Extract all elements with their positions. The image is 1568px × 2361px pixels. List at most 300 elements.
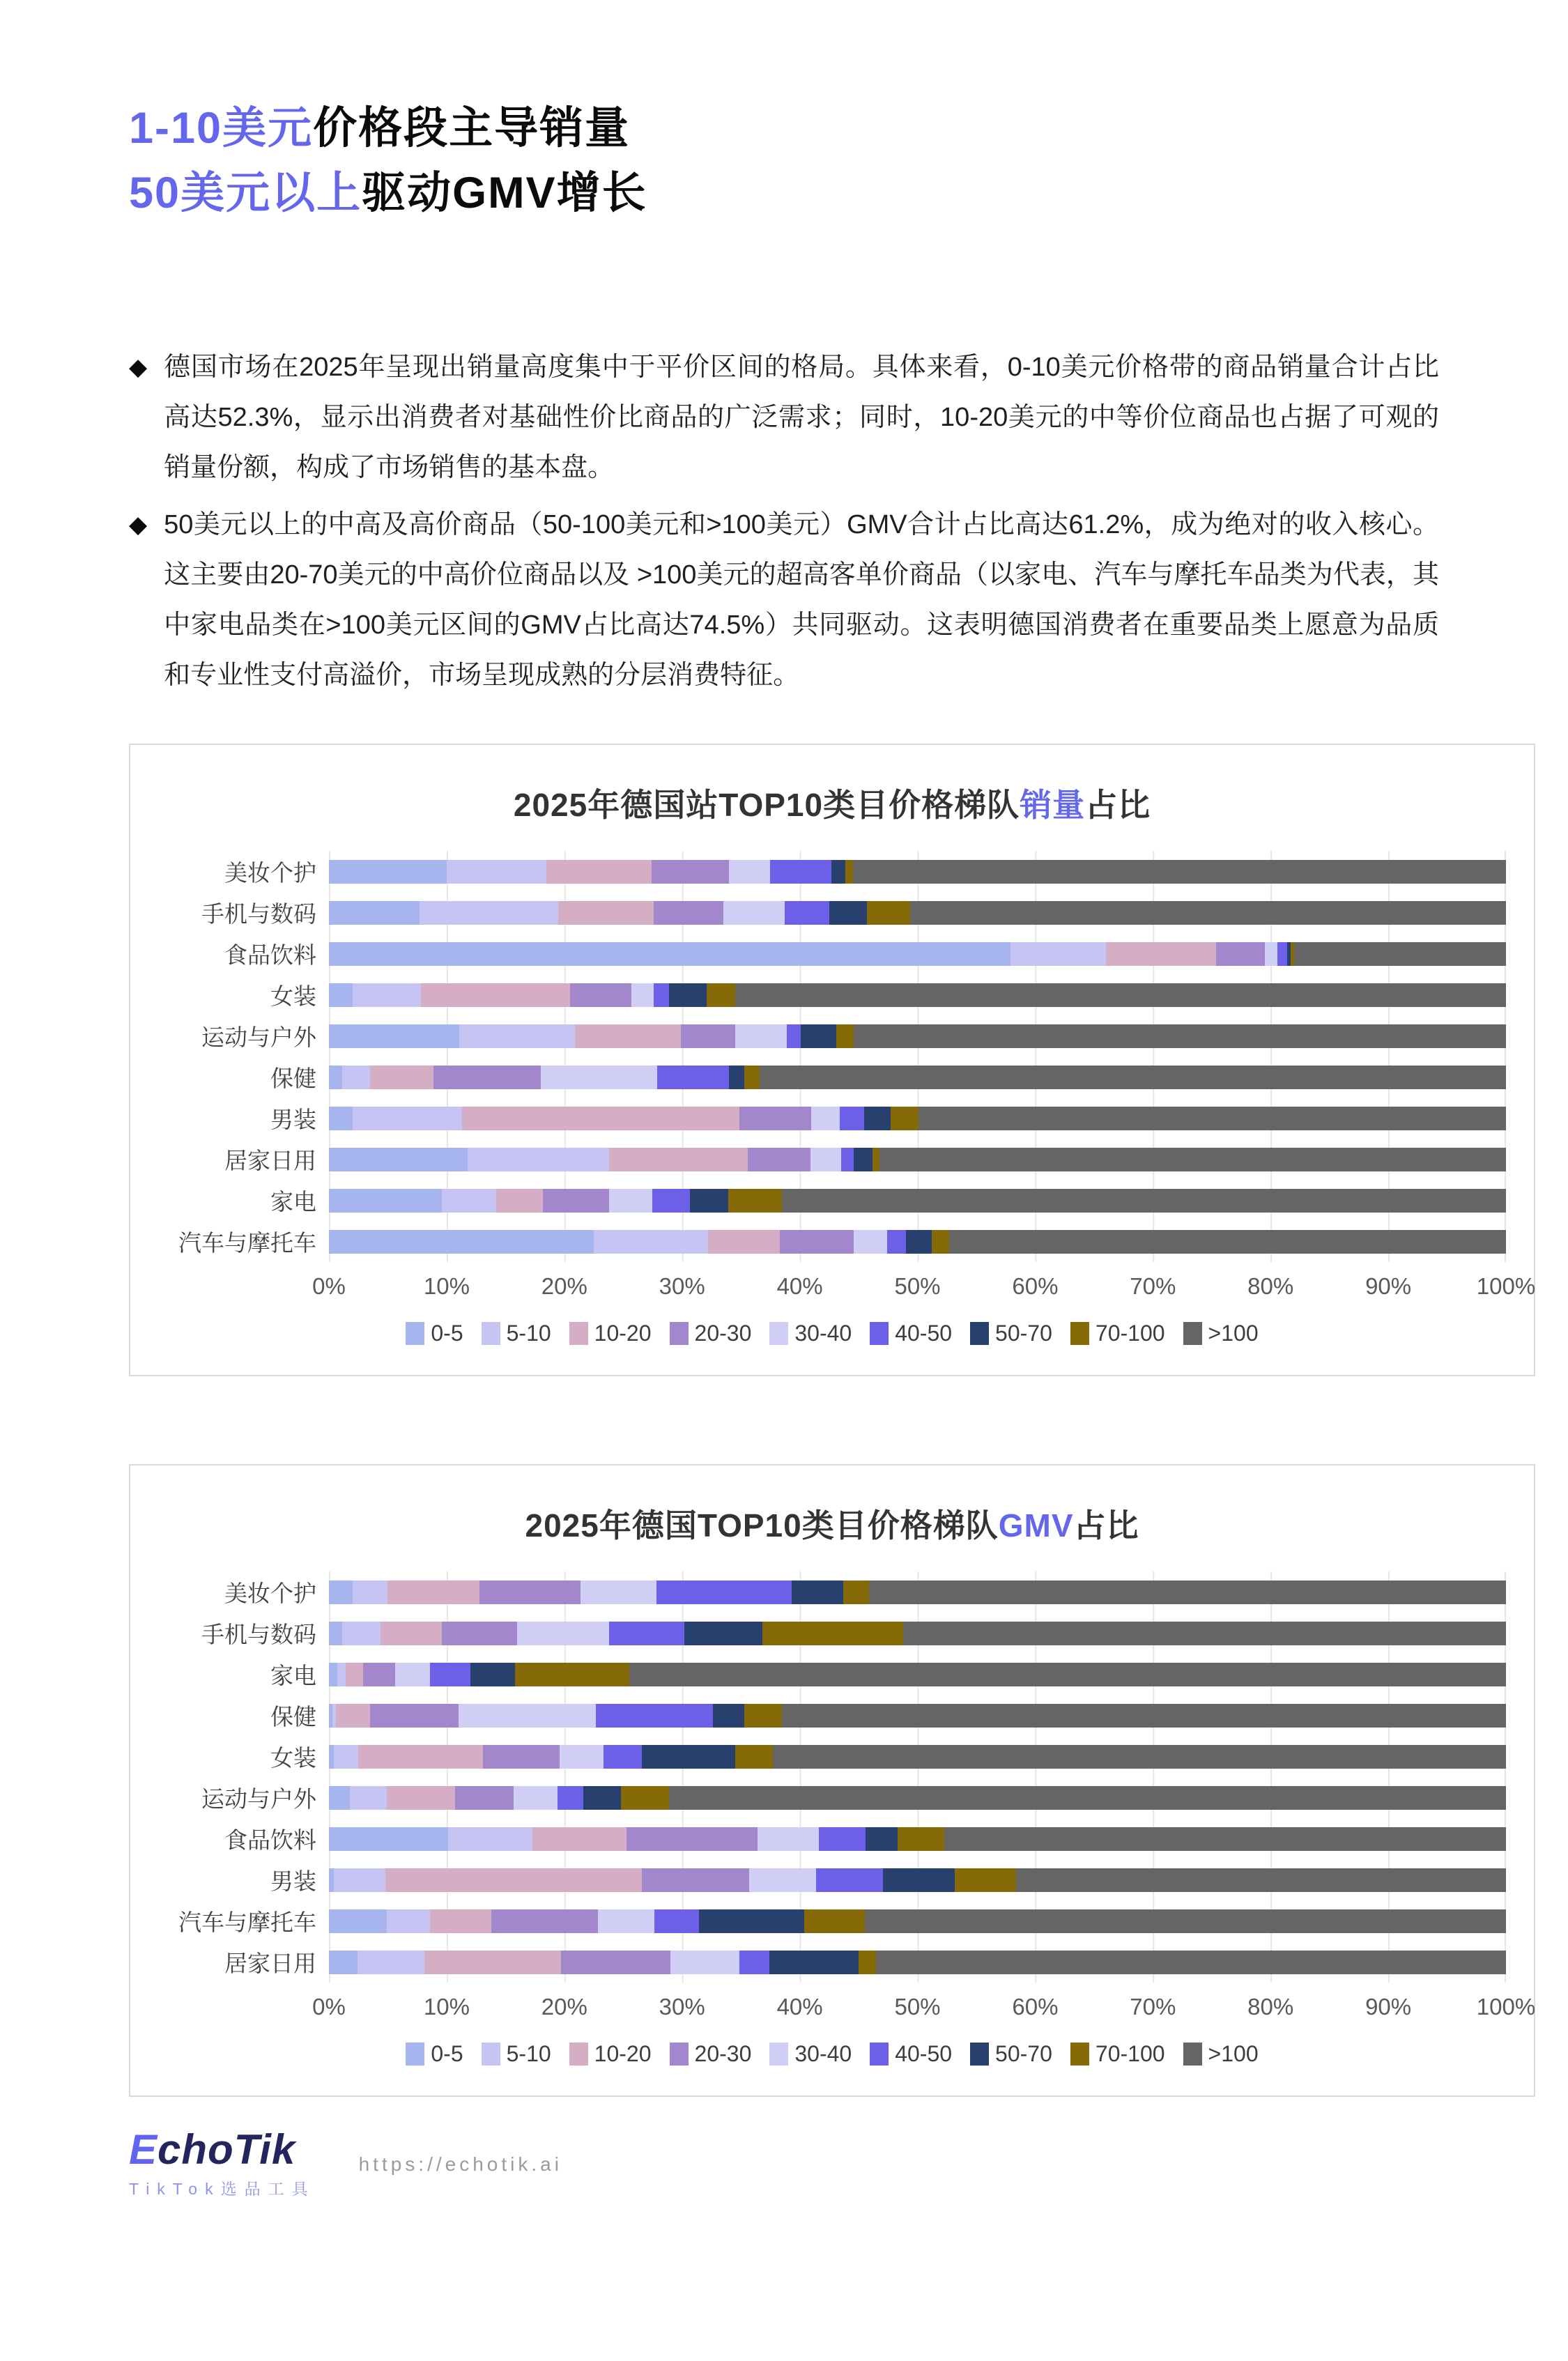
bar-segment-5-10 — [342, 1066, 371, 1089]
bar-segment->100 — [865, 1909, 1506, 1933]
bar-segment-70-100 — [891, 1107, 919, 1130]
legend-swatch — [406, 1322, 424, 1345]
category-row — [329, 1859, 1506, 1900]
bar-segment-40-50 — [430, 1663, 470, 1686]
bar-segment-50-70 — [729, 1066, 744, 1089]
legend-item — [670, 1321, 752, 1346]
legend-swatch — [970, 2043, 989, 2066]
legend-swatch — [670, 2043, 689, 2066]
bar-segment-30-40 — [609, 1189, 652, 1213]
bar-segment->100 — [669, 1786, 1506, 1810]
bar-segment-0-5 — [329, 942, 1010, 966]
legend-item — [482, 2041, 551, 2067]
chart-title-prefix: 2025年德国TOP10类目价格梯队 — [525, 1507, 999, 1544]
legend-label: 50-70 — [995, 1320, 1052, 1346]
bar-segment-70-100 — [804, 1909, 866, 1933]
legend-item — [482, 1321, 551, 1346]
bar-segment-10-20 — [358, 1745, 483, 1769]
bar-segment-50-70 — [684, 1622, 762, 1645]
category-label: 保健 — [270, 1066, 316, 1092]
stacked-bar — [329, 1745, 1506, 1769]
category-row — [329, 933, 1506, 974]
bar-segment-20-30 — [654, 901, 723, 925]
bar-segment-50-70 — [792, 1581, 843, 1604]
bar-segment-70-100 — [873, 1148, 879, 1171]
category-label: 手机与数码 — [201, 1622, 316, 1648]
bar-segment-70-100 — [859, 1951, 876, 1974]
bullet-text: 德国市场在2025年呈现出销量高度集中于平价区间的格局。具体来看，0-10美元价格带的商品销量合计占比高达52.3%，显示出消费者对基础性价比商品的广泛需求；同时，10-20美元的中等价位商品也占据了可观的销量份额，构成了市场销售的基本盘。 — [164, 353, 1439, 483]
legend-label: >100 — [1208, 2040, 1259, 2066]
legend-swatch — [1183, 1322, 1202, 1345]
bar-segment-20-30 — [739, 1107, 811, 1130]
legend-label: 0-5 — [431, 2040, 463, 2066]
bar-segment-70-100 — [762, 1622, 904, 1645]
category-row — [329, 1139, 1506, 1180]
bar-segment-5-10 — [353, 1581, 388, 1604]
bar-segment-10-20 — [1106, 942, 1217, 966]
category-label: 运动与户外 — [201, 1024, 316, 1051]
bar-segment-0-5 — [329, 1581, 353, 1604]
category-row — [329, 974, 1506, 1015]
bar-segment-50-70 — [642, 1745, 735, 1769]
bar-segment-70-100 — [836, 1024, 854, 1048]
bar-segment-50-70 — [866, 1827, 898, 1851]
legend-label: 5-10 — [506, 2040, 551, 2066]
bar-segment-20-30 — [652, 860, 729, 884]
bar-segment->100 — [735, 983, 1506, 1007]
x-axis-tick: 30% — [659, 1273, 705, 1300]
legend-swatch — [569, 1322, 588, 1345]
stacked-bar — [329, 942, 1506, 966]
bar-segment-30-40 — [723, 901, 785, 925]
category-row — [329, 892, 1506, 933]
bar-segment-70-100 — [744, 1704, 782, 1728]
bar-segment-40-50 — [770, 860, 831, 884]
bar-segment-10-20 — [496, 1189, 544, 1213]
category-labels — [158, 1571, 329, 1983]
page-title-line1 — [129, 96, 1439, 161]
bar-segment-40-50 — [657, 1066, 729, 1089]
report-page — [0, 96, 1568, 2199]
bar-segment-50-70 — [831, 860, 845, 884]
category-row — [329, 1098, 1506, 1139]
stacked-bar — [329, 1107, 1506, 1130]
bar-segment-30-40 — [560, 1745, 603, 1769]
bar-segment-5-10 — [342, 1622, 381, 1645]
bar-segment-30-40 — [758, 1827, 819, 1851]
bar-segment-30-40 — [810, 1148, 841, 1171]
bullet-text: 50美元以上的中高及高价商品（50-100美元和>100美元）GMV合计占比高达61.2%，成为绝对的收入核心。这主要由20-70美元的中高价位商品以及 >100美元的超高客单价商品（以家电、汽车与摩托车品类为代表，其中家电品类在>100美元区间的GMV占比高达74.5%）共同驱动。这表明德国消费者在重要品类上愿意为品质和专业性支付高溢价，市场呈现成熟的分层消费特征。 — [164, 510, 1439, 691]
x-axis-tick: 100% — [1476, 1994, 1536, 2020]
category-row — [329, 1900, 1506, 1941]
bar-segment-50-70 — [699, 1909, 804, 1933]
stacked-bar — [329, 1230, 1506, 1254]
stacked-bar — [329, 1868, 1506, 1892]
legend-swatch — [569, 2043, 588, 2066]
legend-swatch — [870, 1322, 889, 1345]
bar-segment-20-30 — [370, 1704, 459, 1728]
stacked-bar — [329, 1704, 1506, 1728]
bar-segment-10-20 — [387, 1786, 455, 1810]
legend-item — [970, 2041, 1052, 2067]
bar-segment-50-70 — [801, 1024, 836, 1048]
chart-title-suffix: 占比 — [1085, 787, 1151, 824]
bar-segment-70-100 — [515, 1663, 629, 1686]
legend-swatch — [870, 2043, 889, 2066]
bar-segment-70-100 — [707, 983, 735, 1007]
category-label: 运动与户外 — [201, 1786, 316, 1813]
bar-segment-50-70 — [470, 1663, 515, 1686]
legend-item — [1183, 1321, 1259, 1346]
logo-rest: choTik — [157, 2126, 296, 2174]
bar-segment-20-30 — [642, 1868, 749, 1892]
bar-segment-20-30 — [442, 1622, 517, 1645]
legend-swatch — [769, 2043, 788, 2066]
bar-segment-5-10 — [447, 860, 547, 884]
bar-segment-30-40 — [735, 1024, 787, 1048]
bar-segment->100 — [782, 1189, 1506, 1213]
bar-segment-0-5 — [329, 1189, 442, 1213]
bar-segment-5-10 — [459, 1024, 575, 1048]
x-axis — [312, 1269, 1536, 1300]
bar-segment-70-100 — [898, 1827, 945, 1851]
logo-e-mark: E — [129, 2126, 158, 2174]
category-label: 居家日用 — [224, 1951, 316, 1977]
legend-item — [406, 1321, 463, 1346]
bar-segment-30-40 — [811, 1107, 840, 1130]
bar-segment-5-10 — [442, 1189, 496, 1213]
bar-segment-10-20 — [346, 1663, 363, 1686]
bar-segment-30-40 — [854, 1230, 886, 1254]
bar-segment-70-100 — [845, 860, 852, 884]
bar-segment-10-20 — [424, 1951, 561, 1974]
category-row — [329, 1571, 1506, 1613]
x-axis-tick: 0% — [312, 1994, 346, 2020]
bar-segment-30-40 — [517, 1622, 609, 1645]
bar-segment-10-20 — [532, 1827, 627, 1851]
stacked-bar — [329, 1951, 1506, 1974]
diamond-bullet-icon: ◆ — [129, 354, 148, 381]
category-row — [329, 1654, 1506, 1695]
bar-segment-30-40 — [514, 1786, 557, 1810]
bar-segment-0-5 — [329, 1909, 387, 1933]
x-axis-tick: 100% — [1476, 1273, 1536, 1300]
bar-segment-30-40 — [1265, 942, 1278, 966]
legend-item — [1070, 2041, 1165, 2067]
diamond-bullet-icon: ◆ — [129, 512, 148, 539]
bar-segment-5-10 — [468, 1148, 609, 1171]
bar-segment-0-5 — [329, 1230, 594, 1254]
legend-label: 0-5 — [431, 1320, 463, 1346]
bar-segment-0-5 — [329, 1951, 358, 1974]
bar-segment-0-5 — [329, 901, 420, 925]
bullet-item — [129, 500, 1439, 700]
legend-label: 20-30 — [694, 2040, 752, 2066]
category-row — [329, 1056, 1506, 1098]
category-label: 保健 — [270, 1704, 316, 1730]
bar-segment-0-5 — [329, 1663, 337, 1686]
bar-segment-20-30 — [681, 1024, 735, 1048]
bar-segment-40-50 — [604, 1745, 643, 1769]
plot-area — [329, 851, 1506, 1262]
x-axis-tick: 10% — [423, 1273, 470, 1300]
bar-segment-10-20 — [387, 1581, 479, 1604]
bar-segment-40-50 — [819, 1827, 866, 1851]
stacked-bar — [329, 860, 1506, 884]
x-axis-tick: 90% — [1365, 1273, 1412, 1300]
legend-label: 70-100 — [1095, 1320, 1165, 1346]
bar-segment-50-70 — [829, 901, 867, 925]
legend-label: >100 — [1208, 1320, 1259, 1346]
bar-segment-70-100 — [955, 1868, 1016, 1892]
bar-segment-50-70 — [769, 1951, 859, 1974]
bar-segment-10-20 — [421, 983, 571, 1007]
bar-segment-0-5 — [329, 860, 447, 884]
bar-segment-70-100 — [735, 1745, 773, 1769]
category-label: 家电 — [270, 1189, 316, 1215]
legend-item — [970, 1321, 1052, 1346]
stacked-bar — [329, 1622, 1506, 1645]
category-row — [329, 1180, 1506, 1221]
category-row — [329, 1221, 1506, 1262]
bar-segment-10-20 — [575, 1024, 681, 1048]
bar-segment-50-70 — [854, 1148, 873, 1171]
category-label: 居家日用 — [224, 1148, 316, 1174]
logo-subtitle: TikTok选品工具 — [129, 2180, 316, 2199]
category-row — [329, 851, 1506, 892]
bar-segment-40-50 — [887, 1230, 906, 1254]
bar-segment-0-5 — [329, 1066, 342, 1089]
stacked-bar — [329, 1909, 1506, 1933]
category-labels — [158, 851, 329, 1262]
legend-item — [406, 2041, 463, 2067]
bar-segment-5-10 — [387, 1909, 430, 1933]
legend-label: 30-40 — [794, 2040, 852, 2066]
bullet-item — [129, 342, 1439, 493]
bar-segment-5-10 — [350, 1786, 386, 1810]
title-highlight-1: 1-10美元 — [129, 104, 314, 153]
bar-segment-40-50 — [652, 1189, 690, 1213]
bar-segment-10-20 — [609, 1148, 748, 1171]
bar-segment-50-70 — [583, 1786, 621, 1810]
bar-segment-5-10 — [594, 1230, 708, 1254]
x-axis-tick: 70% — [1130, 1994, 1176, 2020]
plot-area — [329, 1571, 1506, 1983]
bar-segment-30-40 — [598, 1909, 654, 1933]
legend-item — [1183, 2041, 1259, 2067]
bar-segment-5-10 — [448, 1827, 533, 1851]
legend-item — [569, 2041, 652, 2067]
x-axis-tick: 70% — [1130, 1273, 1176, 1300]
bar-segment-40-50 — [1277, 942, 1287, 966]
bar-segment-20-30 — [479, 1581, 581, 1604]
bar-segment-5-10 — [334, 1745, 358, 1769]
bar-segment-10-20 — [558, 901, 654, 925]
legend-item — [769, 1321, 852, 1346]
legend-label: 40-50 — [895, 1320, 953, 1346]
bar-segment->100 — [903, 1622, 1506, 1645]
x-axis — [312, 1990, 1536, 2020]
bar-segment-0-5 — [329, 1745, 334, 1769]
category-label: 汽车与摩托车 — [178, 1230, 316, 1256]
title-rest-2: 驱动GMV增长 — [362, 168, 647, 217]
bar-segment-30-40 — [395, 1663, 431, 1686]
legend-item — [1070, 1321, 1165, 1346]
bar-segment->100 — [910, 901, 1506, 925]
echotik-logo-text — [129, 2126, 316, 2174]
legend-item — [870, 2041, 952, 2067]
x-axis-tick: 60% — [1012, 1273, 1059, 1300]
bar-segment-40-50 — [656, 1581, 792, 1604]
bar-segment-30-40 — [749, 1868, 816, 1892]
bar-segment-20-30 — [491, 1909, 599, 1933]
stacked-bar — [329, 1581, 1506, 1604]
bar-segment-50-70 — [690, 1189, 728, 1213]
bar-segment-10-20 — [546, 860, 651, 884]
page-title-line2 — [129, 161, 1439, 226]
chart-title-prefix: 2025年德国站TOP10类目价格梯队 — [513, 787, 1020, 824]
category-label: 美妆个护 — [224, 1581, 316, 1607]
stacked-bar — [329, 1663, 1506, 1686]
bar-segment-20-30 — [627, 1827, 757, 1851]
bar-segment->100 — [1294, 942, 1506, 966]
bar-segment-5-10 — [420, 901, 558, 925]
bar-segment-70-100 — [744, 1066, 760, 1089]
bar-segment->100 — [949, 1230, 1506, 1254]
bar-segment-40-50 — [840, 1107, 864, 1130]
bar-segment-20-30 — [483, 1745, 560, 1769]
bar-segment-50-70 — [883, 1868, 955, 1892]
x-axis-tick: 20% — [541, 1994, 587, 2020]
bar-segment-70-100 — [932, 1230, 949, 1254]
stacked-bar — [329, 1148, 1506, 1171]
category-label: 家电 — [270, 1663, 316, 1689]
title-rest-1: 价格段主导销量 — [313, 104, 631, 153]
stacked-bar — [329, 901, 1506, 925]
bar-segment-40-50 — [816, 1868, 883, 1892]
bar-segment->100 — [629, 1663, 1506, 1686]
legend-item — [769, 2041, 852, 2067]
bar-segment-50-70 — [713, 1704, 745, 1728]
stacked-bar — [329, 1189, 1506, 1213]
bar-segment-70-100 — [728, 1189, 783, 1213]
bar-segment-40-50 — [558, 1786, 583, 1810]
bar-segment-30-40 — [541, 1066, 657, 1089]
bar-segment-10-20 — [381, 1622, 442, 1645]
stacked-bar — [329, 1066, 1506, 1089]
bar-segment-20-30 — [570, 983, 631, 1007]
category-label: 食品饮料 — [224, 1827, 316, 1854]
category-label: 男装 — [270, 1868, 316, 1895]
bar-segment-40-50 — [609, 1622, 684, 1645]
bar-segment-30-40 — [631, 983, 654, 1007]
bar-segment->100 — [1016, 1868, 1506, 1892]
plot — [158, 851, 1506, 1262]
page-title — [129, 96, 1439, 225]
bar-segment-5-10 — [358, 1951, 424, 1974]
bar-segment-20-30 — [1216, 942, 1264, 966]
summary-bullets — [129, 342, 1439, 700]
bar-segment-40-50 — [787, 1024, 801, 1048]
bar-segment-20-30 — [780, 1230, 854, 1254]
legend-swatch — [482, 1322, 500, 1345]
bar-segment-5-10 — [337, 1663, 346, 1686]
bar-segment-20-30 — [455, 1786, 514, 1810]
footer-url: https://echotik.ai — [358, 2153, 562, 2175]
category-row — [329, 1777, 1506, 1818]
sales-share-chart-card — [129, 744, 1535, 1376]
legend — [158, 1318, 1506, 1348]
stacked-bar — [329, 983, 1506, 1007]
legend — [158, 2038, 1506, 2069]
x-axis-tick: 80% — [1247, 1994, 1294, 2020]
category-label: 美妆个护 — [224, 860, 316, 886]
x-axis-tick: 10% — [423, 1994, 470, 2020]
bar-segment-10-20 — [462, 1107, 740, 1130]
legend-label: 50-70 — [995, 2040, 1052, 2066]
bar-segment-0-5 — [329, 1622, 342, 1645]
x-axis-tick: 60% — [1012, 1994, 1059, 2020]
bar-segment-50-70 — [864, 1107, 890, 1130]
legend-item — [569, 1321, 652, 1346]
footer — [129, 2126, 1439, 2199]
category-label: 女装 — [270, 1745, 316, 1771]
bar-segment->100 — [773, 1745, 1506, 1769]
bar-segment-30-40 — [459, 1704, 597, 1728]
x-axis-tick: 50% — [894, 1994, 941, 2020]
legend-label: 70-100 — [1095, 2040, 1165, 2066]
category-row — [329, 1818, 1506, 1859]
bar-segment-20-30 — [433, 1066, 541, 1089]
legend-label: 10-20 — [594, 1320, 652, 1346]
legend-item — [870, 1321, 952, 1346]
bar-segment-20-30 — [561, 1951, 670, 1974]
x-axis-tick: 90% — [1365, 1994, 1412, 2020]
bar-segment-20-30 — [543, 1189, 609, 1213]
legend-label: 20-30 — [694, 1320, 752, 1346]
chart-title — [158, 1500, 1506, 1546]
legend-swatch — [1070, 1322, 1089, 1345]
bar-segment->100 — [876, 1951, 1506, 1974]
category-row — [329, 1613, 1506, 1654]
bar-segment-10-20 — [430, 1909, 491, 1933]
bar-segment-0-5 — [329, 1827, 448, 1851]
bar-segment-0-5 — [329, 1868, 334, 1892]
legend-swatch — [970, 1322, 989, 1345]
bar-segment-70-100 — [867, 901, 910, 925]
bar-segment-10-20 — [370, 1066, 433, 1089]
x-axis-tick: 80% — [1247, 1273, 1294, 1300]
bar-segment-30-40 — [581, 1581, 656, 1604]
bar-segment-5-10 — [353, 1107, 462, 1130]
title-highlight-2: 50美元以上 — [129, 168, 362, 217]
bar-segment-30-40 — [670, 1951, 740, 1974]
bar-segment-40-50 — [841, 1148, 854, 1171]
bar-segment-40-50 — [596, 1704, 712, 1728]
bar-segment->100 — [944, 1827, 1506, 1851]
bar-segment-0-5 — [329, 1024, 459, 1048]
legend-swatch — [670, 1322, 689, 1345]
legend-label: 40-50 — [895, 2040, 953, 2066]
bar-segment-0-5 — [329, 1107, 353, 1130]
x-axis-tick: 40% — [776, 1994, 823, 2020]
stacked-bar — [329, 1024, 1506, 1048]
bar-segment-10-20 — [385, 1868, 642, 1892]
bar-segment-40-50 — [785, 901, 829, 925]
bar-segment-20-30 — [748, 1148, 810, 1171]
bar-segment->100 — [918, 1107, 1506, 1130]
bar-segment-50-70 — [906, 1230, 932, 1254]
